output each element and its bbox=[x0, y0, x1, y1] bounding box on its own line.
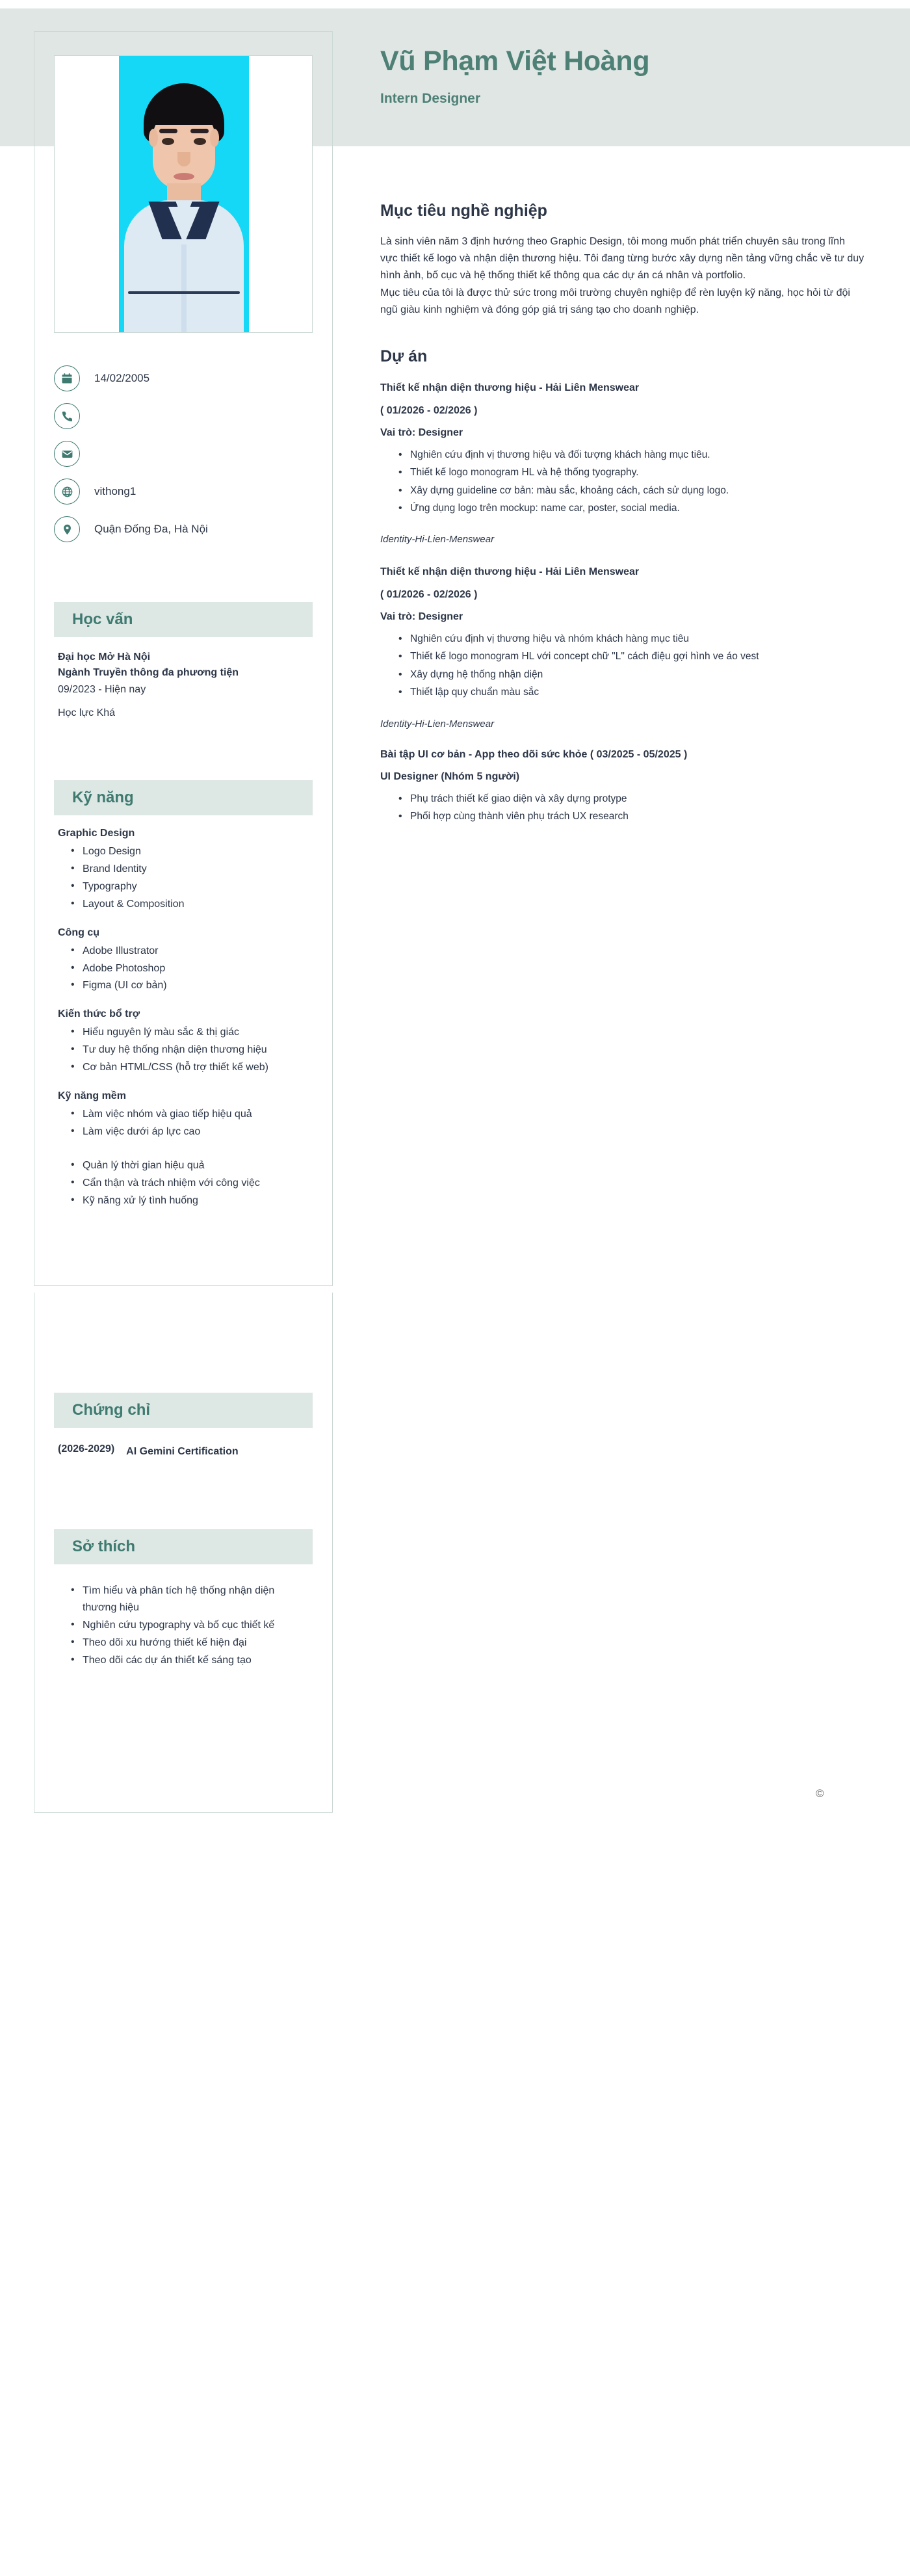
list-item: • Tư duy hệ thống nhận diện thương hiệu bbox=[71, 1042, 309, 1058]
project-dates: ( 01/2026 - 02/2026 ) bbox=[380, 404, 478, 416]
list-item: • Xây dựng guideline cơ bản: màu sắc, khoảng cách, cách sử dụng logo. bbox=[398, 482, 864, 499]
section-hobbies bbox=[54, 1529, 313, 1670]
project-bullets bbox=[380, 631, 864, 701]
project-title: Bài tập UI cơ bản - App theo dõi sức khỏe ( 03/2025 - 05/2025 ) bbox=[380, 748, 688, 760]
photo-ear-right bbox=[210, 129, 219, 147]
skill-group-list bbox=[58, 1024, 309, 1076]
hobbies-list bbox=[58, 1583, 309, 1669]
skill-group-list bbox=[58, 1106, 309, 1140]
phone-icon bbox=[54, 403, 80, 429]
project-item bbox=[380, 380, 864, 545]
skill-group bbox=[58, 1157, 309, 1209]
contact-row-location bbox=[54, 510, 314, 548]
photo-eye-right bbox=[194, 138, 206, 145]
objective-paragraph-1: Là sinh viên năm 3 định hướng theo Graphic Design, tôi mong muốn phát triển chuyên sâu trong lĩnh vực thiết kế logo và nhận diện thương hiệu. Tôi đang từng bước xây dựng nền tảng vững chắc về tư duy hình ảnh, bố cục và hệ thống thiết kế thông qua các dự án cá nhân và portfolio. bbox=[380, 236, 864, 282]
list-item: • Adobe Photoshop bbox=[71, 960, 309, 977]
photo-shirt-stripe bbox=[128, 291, 240, 294]
skill-group-title: Kiến thức bổ trợ bbox=[58, 1008, 140, 1020]
list-item: • Tìm hiểu và phân tích hệ thống nhận diện thương hiệu bbox=[71, 1583, 309, 1616]
list-item: • Figma (UI cơ bản) bbox=[71, 977, 309, 994]
section-heading-objective: Mục tiêu nghề nghiệp bbox=[380, 202, 547, 220]
list-item: • Ứng dụng logo trên mockup: name car, poster, social media. bbox=[398, 500, 864, 517]
list-item: • Thiết kế logo monogram HL và hệ thống tyography. bbox=[398, 464, 864, 481]
project-role: Vai trò: Designer bbox=[380, 427, 463, 438]
globe-icon bbox=[54, 479, 80, 505]
certificates-body bbox=[54, 1428, 313, 1460]
certificate-years: (2026-2029) bbox=[58, 1443, 115, 1454]
list-item: • Theo dõi xu hướng thiết kế hiện đại bbox=[71, 1635, 309, 1651]
skill-group-title: Graphic Design bbox=[58, 828, 135, 839]
list-item: • Làm việc dưới áp lực cao bbox=[71, 1124, 309, 1140]
section-certificates bbox=[54, 1393, 313, 1460]
list-item: • Nghiên cứu định vị thương hiệu và đối tượng khách hàng mục tiêu. bbox=[398, 447, 864, 464]
objective-paragraph-2: Mục tiêu của tôi là được thử sức trong môi trường chuyên nghiệp để rèn luyện kỹ năng, học hỏi từ đội ngũ giàu kinh nghiệm và đóng góp giá trị sáng tạo cho doanh nghiệp. bbox=[380, 287, 850, 315]
contact-value-location: Quận Đống Đa, Hà Nội bbox=[94, 523, 208, 535]
skill-group-list bbox=[58, 943, 309, 995]
calendar-icon bbox=[54, 365, 80, 391]
skill-group-list bbox=[58, 1157, 309, 1209]
contact-row-phone bbox=[54, 397, 314, 435]
contact-row-email bbox=[54, 435, 314, 473]
list-item: • Logo Design bbox=[71, 843, 309, 860]
education-body bbox=[54, 637, 313, 721]
project-item bbox=[380, 749, 864, 826]
list-item: • Theo dõi các dự án thiết kế sáng tạo bbox=[71, 1652, 309, 1669]
skills-body bbox=[54, 815, 313, 1209]
photo-ear-left bbox=[149, 129, 158, 147]
list-item: • Cơ bản HTML/CSS (hỗ trợ thiết kế web) bbox=[71, 1059, 309, 1076]
photo-fringe bbox=[145, 100, 223, 125]
section-heading-hobbies: Sở thích bbox=[54, 1529, 313, 1564]
education-period: 09/2023 - Hiện nay bbox=[58, 683, 146, 695]
skill-group-title: Kỹ năng mềm bbox=[58, 1090, 126, 1102]
section-heading-education: Học vấn bbox=[54, 602, 313, 637]
skill-group-list bbox=[58, 843, 309, 913]
profile-photo bbox=[119, 56, 249, 333]
section-skills bbox=[54, 780, 313, 1224]
list-item: • Adobe Illustrator bbox=[71, 943, 309, 960]
skill-group bbox=[58, 1090, 309, 1140]
project-bullets bbox=[380, 447, 864, 517]
list-item: • Cẩn thận và trách nhiệm với công việc bbox=[71, 1175, 309, 1192]
section-education bbox=[54, 602, 313, 721]
certificate-name: AI Gemini Certification bbox=[126, 1446, 239, 1457]
photo-shirt-placket bbox=[181, 244, 187, 333]
certificate-item bbox=[58, 1443, 309, 1460]
main-column bbox=[380, 202, 864, 830]
list-item: • Xây dựng hệ thống nhận diện bbox=[398, 666, 864, 683]
header-text-block bbox=[380, 46, 900, 107]
education-grade: Học lực Khá bbox=[58, 707, 116, 718]
contact-row-birthdate bbox=[54, 360, 314, 397]
list-item: • Nghiên cứu typography và bố cục thiết kế bbox=[71, 1617, 309, 1634]
email-icon bbox=[54, 441, 80, 467]
photo-nose bbox=[177, 152, 190, 166]
list-item: • Nghiên cứu định vị thương hiệu và nhóm khách hàng mục tiêu bbox=[398, 631, 864, 648]
photo-eye-left bbox=[162, 138, 174, 145]
list-item: • Typography bbox=[71, 878, 309, 895]
photo-eyebrow-right bbox=[190, 129, 209, 133]
project-title: Thiết kế nhận diện thương hiệu - Hải Liên Menswear bbox=[380, 566, 640, 578]
skill-group-title: Công cụ bbox=[58, 927, 99, 938]
education-major: Ngành Truyền thông đa phương tiện bbox=[58, 667, 239, 679]
skill-group bbox=[58, 927, 309, 995]
list-item: • Layout & Composition bbox=[71, 896, 309, 913]
photo-mouth bbox=[174, 173, 194, 180]
location-pin-icon bbox=[54, 516, 80, 542]
project-role: Vai trò: Designer bbox=[380, 611, 463, 623]
project-dates: ( 01/2026 - 02/2026 ) bbox=[380, 589, 478, 601]
project-role: UI Designer (Nhóm 5 người) bbox=[380, 770, 520, 782]
list-item: • Quản lý thời gian hiệu quả bbox=[71, 1157, 309, 1174]
list-item: • Phụ trách thiết kế giao diện và xây dựng protype bbox=[398, 791, 864, 808]
contact-row-website bbox=[54, 473, 314, 510]
list-item: • Brand Identity bbox=[71, 861, 309, 878]
list-item: • Kỹ năng xử lý tình huống bbox=[71, 1192, 309, 1209]
list-item: • Thiết kế logo monogram HL với concept chữ "L" cách điệu gợi hình ve áo vest bbox=[398, 648, 864, 665]
profile-photo-frame bbox=[54, 55, 313, 333]
list-item: • Hiểu nguyên lý màu sắc & thị giác bbox=[71, 1024, 309, 1041]
contact-value-birthdate: 14/02/2005 bbox=[94, 372, 150, 384]
skill-group bbox=[58, 1008, 309, 1076]
page-title: Vũ Phạm Việt Hoàng bbox=[380, 46, 650, 77]
list-item: • Làm việc nhóm và giao tiếp hiệu quả bbox=[71, 1106, 309, 1123]
project-title: Thiết kế nhận diện thương hiệu - Hải Liên Menswear bbox=[380, 382, 640, 394]
skill-group bbox=[58, 828, 309, 913]
project-bullets bbox=[380, 791, 864, 826]
list-item: • Thiết lập quy chuẩn màu sắc bbox=[398, 684, 864, 701]
project-item bbox=[380, 564, 864, 729]
project-caption: Identity-Hi-Lien-Menswear bbox=[380, 718, 495, 729]
section-heading-projects: Dự án bbox=[380, 347, 428, 366]
contact-list bbox=[54, 360, 314, 548]
section-heading-skills: Kỹ năng bbox=[54, 780, 313, 815]
contact-value-website: vithong1 bbox=[94, 485, 136, 497]
section-heading-certificates: Chứng chỉ bbox=[54, 1393, 313, 1428]
education-school: Đại học Mở Hà Nội bbox=[58, 651, 151, 663]
list-item: • Phối hợp cùng thành viên phụ trách UX research bbox=[398, 808, 864, 825]
project-caption: Identity-Hi-Lien-Menswear bbox=[380, 534, 495, 545]
hobbies-body bbox=[54, 1564, 313, 1669]
photo-eyebrow-left bbox=[159, 129, 177, 133]
job-title: Intern Designer bbox=[380, 91, 481, 107]
copyright-icon: © bbox=[816, 1787, 824, 1800]
